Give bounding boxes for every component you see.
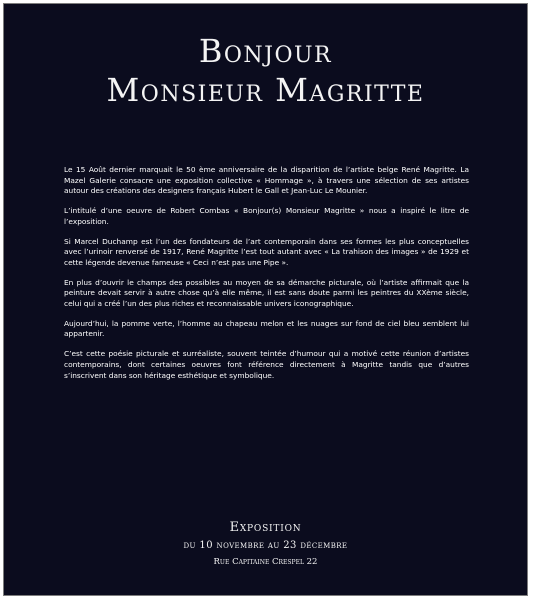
paragraph: Si Marcel Duchamp est l’un des fondateurs de l’art contemporain dans ses formes les plus conceptuelles avec l’urinoir renversé de 1917, René Magritte l’est tout autant avec « La trahison des images » de 1929 et cette légende devenue fameuse « Ceci n’est pas une Pipe ».	[64, 236, 469, 267]
body-text	[64, 165, 469, 390]
paragraph: Aujourd’hui, la pomme verte, l’homme au chapeau melon et les nuages sur fond de ciel bleu semblent lui appartenir.	[64, 318, 469, 339]
paragraph: Le 15 Août dernier marquait le 50 ème anniversaire de la disparition de l’artiste belge René Magritte. La Mazel Galerie consacre une exposition collective « Hommage », à travers une sélection de ses artistes autour des créations des designers français Hubert le Gall et Jean-Luc Le Mounier.	[64, 165, 469, 196]
exposition-heading: Exposition	[229, 520, 302, 535]
exposition-info	[4, 519, 527, 570]
exposition-address: Rue Capitaine Crespel 22	[213, 557, 318, 567]
exposition-dates: du 10 novembre au 23 décembre	[183, 540, 348, 551]
title-line-1: Bonjour	[198, 32, 333, 70]
paragraph: En plus d’ouvrir le champs des possibles au moyen de sa démarche picturale, où l’artiste affirmait que la peinture devait servir à autre chose qu’à elle même, il est sans doute parmi les peintres du XXème siècle, celui qui a créé l’un des plus riches et reconnaissable univers iconographique.	[64, 277, 469, 309]
paragraph: L’intitulé d’une oeuvre de Robert Combas « Bonjour(s) Monsieur Magritte » nous a inspiré le litre de l’exposition.	[64, 206, 469, 226]
title-line-2: Monsieur Magritte	[106, 71, 425, 109]
paragraph: C’est cette poésie picturale et surréaliste, souvent teintée d’humour qui a motivé cette réunion d’artistes contemporains, dont certaines oeuvres font référence directement à Magritte tandis que d’autres s’inscrivent dans son héritage esthétique et symbolique.	[64, 349, 469, 380]
invitation-page	[3, 3, 528, 596]
page-title	[4, 32, 527, 110]
